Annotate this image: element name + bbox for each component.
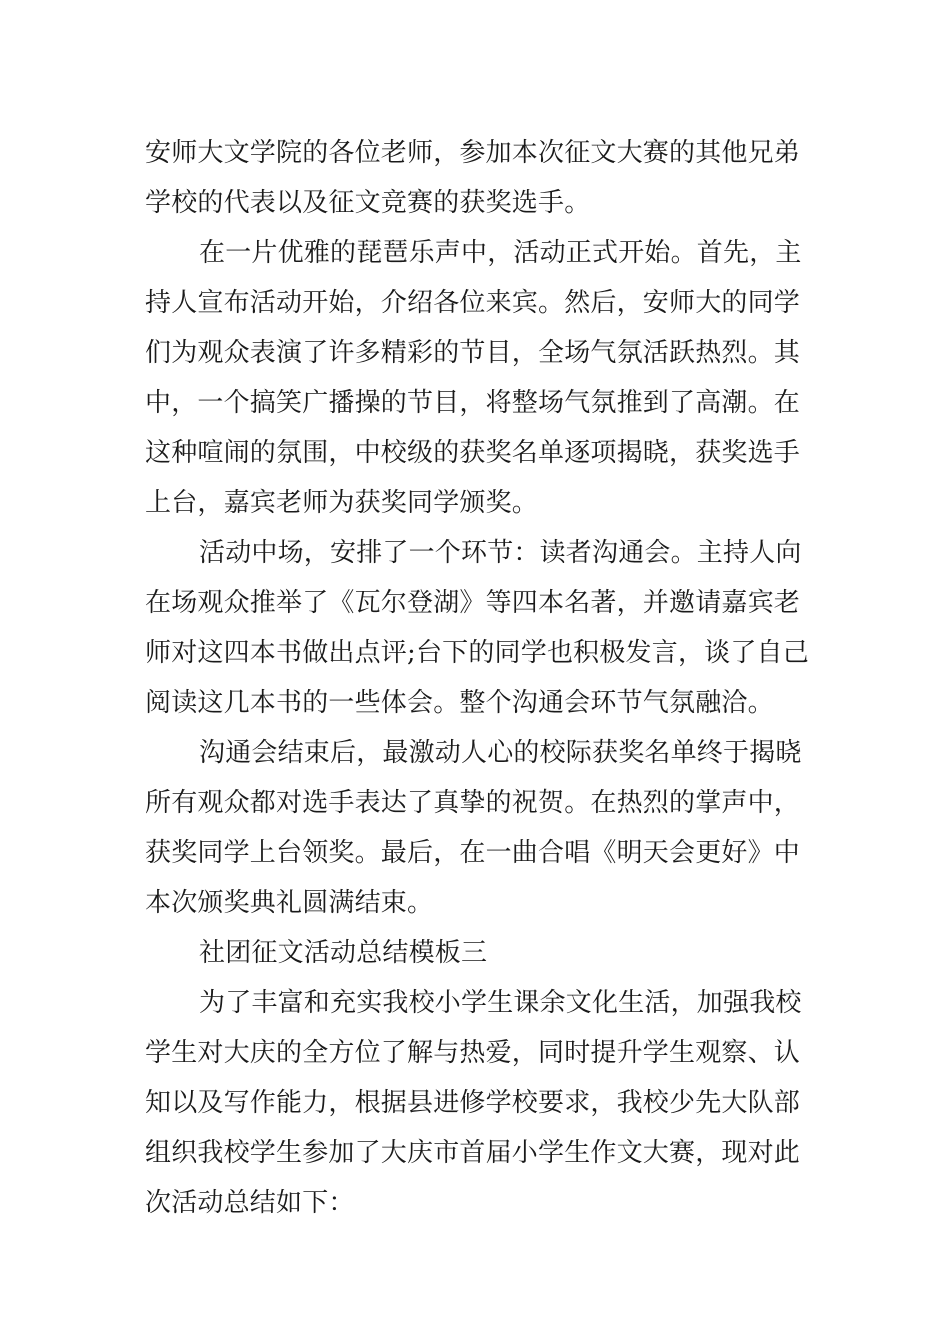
text-line: 次活动总结如下：: [145, 1188, 355, 1218]
text-line: 学生对大庆的全方位了解与热爱，同时提升学生观察、认: [145, 1038, 801, 1068]
text-line: 在场观众推举了《瓦尔登湖》等四本名著，并邀请嘉宾老: [145, 588, 801, 618]
text-line: 获奖同学上台领奖。最后，在一曲合唱《明天会更好》中: [145, 838, 801, 868]
text-line: 师对这四本书做出点评;台下的同学也积极发言，谈了自己: [145, 638, 809, 668]
paragraph-start-line: 为了丰富和充实我校小学生课余文化生活，加强我校: [199, 988, 802, 1018]
text-line: 本次颁奖典礼圆满结束。: [145, 888, 434, 918]
text-line: 中，一个搞笑广播操的节目，将整场气氛推到了高潮。在: [145, 388, 801, 418]
text-line: 这种喧闹的氛围，中校级的获奖名单逐项揭晓，获奖选手: [145, 438, 801, 468]
paragraph-start-line: 沟通会结束后，最激动人心的校际获奖名单终于揭晓: [199, 738, 802, 768]
text-line: 学校的代表以及征文竞赛的获奖选手。: [145, 188, 591, 218]
paragraph-start-line: 活动中场，安排了一个环节：读者沟通会。主持人向: [199, 538, 802, 568]
text-line: 阅读这几本书的一些体会。整个沟通会环节气氛融洽。: [145, 688, 774, 718]
text-line: 组织我校学生参加了大庆市首届小学生作文大赛，现对此: [145, 1138, 801, 1168]
text-line: 上台，嘉宾老师为获奖同学颁奖。: [145, 488, 539, 518]
text-line: 们为观众表演了许多精彩的节目，全场气氛活跃热烈。其: [145, 338, 801, 368]
section-heading: 社团征文活动总结模板三: [199, 938, 488, 968]
document-page: [145, 128, 807, 1228]
text-line: 所有观众都对选手表达了真挚的祝贺。在热烈的掌声中，: [145, 788, 801, 818]
text-line: 知以及写作能力，根据县进修学校要求，我校少先大队部: [145, 1088, 801, 1118]
text-line: 安师大文学院的各位老师，参加本次征文大赛的其他兄弟: [145, 138, 801, 168]
text-line: 持人宣布活动开始，介绍各位来宾。然后，安师大的同学: [145, 288, 801, 318]
paragraph-start-line: 在一片优雅的琵琶乐声中，活动正式开始。首先，主: [199, 238, 802, 268]
